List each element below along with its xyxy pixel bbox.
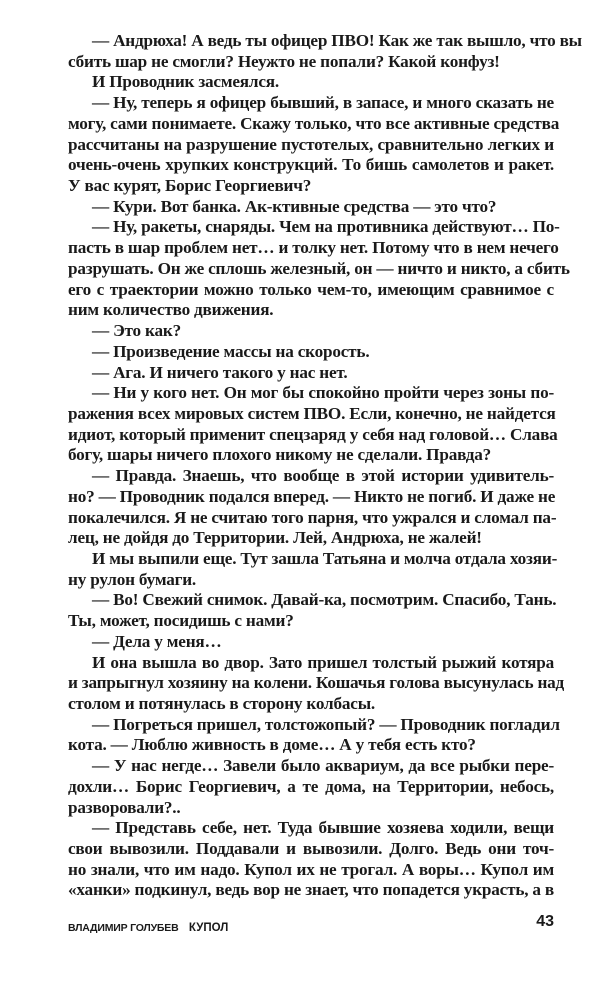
text-line: — Дела у меня…: [92, 631, 222, 651]
text-line: И мы выпили еще. Тут зашла Татьяна и молча отдала хозяи-: [92, 548, 558, 568]
paragraph: [68, 363, 554, 384]
paragraph: [68, 197, 554, 218]
text-line: И она вышла во двор. Зато пришел толстый рыжий котяра: [92, 652, 554, 672]
text-line: — Ага. И ничего такого у нас нет.: [92, 362, 348, 382]
text-line: разрушать. Он же сплошь железный, он — ничто и никто, а сбить: [68, 258, 570, 278]
text-line: но? — Проводник подался вперед. — Никто не погиб. И даже не: [68, 486, 556, 506]
text-line: сбить шар не смогли? Неужто не попали? Какой конфуз!: [68, 51, 500, 71]
text-line: — Андрюха! А ведь ты офицер ПВО! Как же так вышло, что вы: [92, 31, 582, 50]
paragraph: [68, 342, 554, 363]
text-line: — Погреться пришел, толстожопый? — Проводник погладил: [92, 714, 560, 734]
text-line: его с траектории можно только чем-то, имеющим сравнимое с: [68, 279, 554, 299]
text-line: очень-очень хрупких конструкций. То бишь самолетов и ракет.: [68, 155, 554, 175]
page-body-text: [68, 31, 582, 901]
text-line: свои вывозили. Поддавали и вывозили. Долго. Ведь они точ-: [68, 839, 554, 859]
text-line: разворовали?..: [68, 797, 181, 817]
footer-author: ВЛАДИМИР ГОЛУБЕВ: [68, 922, 179, 934]
text-line: пасть в шар проблем нет… и толку нет. Потому что в нем нечего: [68, 238, 559, 258]
paragraph: [68, 466, 557, 549]
text-line: лец, не дойдя до Территории. Лей, Андрюха, не жалей!: [68, 528, 482, 548]
text-line: могу, сами понимаете. Скажу только, что все активные средства: [68, 113, 560, 133]
text-line: — Представь себе, нет. Туда бывшие хозяева ходили, вещи: [92, 818, 554, 838]
text-line: — Во! Свежий снимок. Давай-ка, посмотрим. Спасибо, Тань.: [92, 590, 557, 610]
text-line: — Произведение массы на скорость.: [92, 341, 370, 361]
text-line: Ты, может, посидишь с нами?: [68, 611, 294, 631]
paragraph: [68, 31, 582, 72]
paragraph: [68, 818, 554, 901]
page-number: 43: [536, 913, 554, 930]
text-line: И Проводник засмеялся.: [92, 72, 279, 92]
paragraph: [68, 321, 554, 342]
text-line: кота. — Люблю живность в доме… А у тебя есть кто?: [68, 735, 476, 755]
paragraph: [68, 72, 554, 93]
text-line: ну рулон бумаги.: [68, 569, 197, 589]
text-line: богу, шары ничего плохого никому не сделали. Правда?: [68, 445, 492, 465]
text-line: — Ну, ракеты, снаряды. Чем на противника действуют… По-: [92, 217, 560, 237]
page-footer: [68, 913, 554, 936]
text-line: — Ну, теперь я офицер бывший, в запасе, и много сказать не: [92, 93, 554, 113]
text-line: ражения всех мировых систем ПВО. Если, конечно, не найдется: [68, 403, 556, 423]
text-line: — Это как?: [92, 321, 181, 341]
paragraph: [68, 756, 554, 818]
text-line: — Кури. Вот банка. Ак-ктивные средства — это что?: [92, 196, 497, 216]
paragraph: [68, 652, 565, 715]
text-line: — Правда. Знаешь, что вообще в этой истории удивитель-: [92, 466, 554, 486]
paragraph: [68, 590, 557, 631]
text-line: ним количество движения.: [68, 300, 274, 320]
text-line: — Ни у кого нет. Он мог бы спокойно пройти через зоны по-: [92, 383, 554, 403]
paragraph: [68, 714, 560, 756]
text-line: — У нас негде… Завели было аквариум, да все рыбки пере-: [92, 756, 554, 776]
paragraph: [68, 632, 554, 653]
text-line: покалечился. Я не считаю того парня, что ужрался и сломал па-: [68, 507, 557, 527]
text-line: и запрыгнул хозяину на колени. Кошачья голова высунулась над: [68, 673, 565, 693]
paragraph: [68, 93, 560, 197]
text-line: рассчитаны на разрушение пустотелых, сравнительно легких и: [68, 134, 554, 154]
text-line: «ханки» подкинул, ведь вор не знает, что попадется украсть, а в: [68, 880, 554, 900]
text-line: но знали, что им надо. Купол их не трогал. А воры… Купол им: [68, 859, 554, 879]
text-line: дохли… Борис Георгиевич, а те дома, на Территории, небось,: [68, 776, 554, 796]
footer-book-title: КУПОЛ: [188, 922, 229, 934]
text-line: У вас курят, Борис Георгиевич?: [68, 176, 312, 196]
paragraph: [68, 383, 558, 466]
paragraph: [68, 548, 558, 590]
paragraph: [68, 217, 570, 321]
text-line: столом и потянулась в сторону колбасы.: [68, 694, 376, 713]
text-line: идиот, который применит спецзаряд у себя над головой… Слава: [68, 424, 558, 444]
